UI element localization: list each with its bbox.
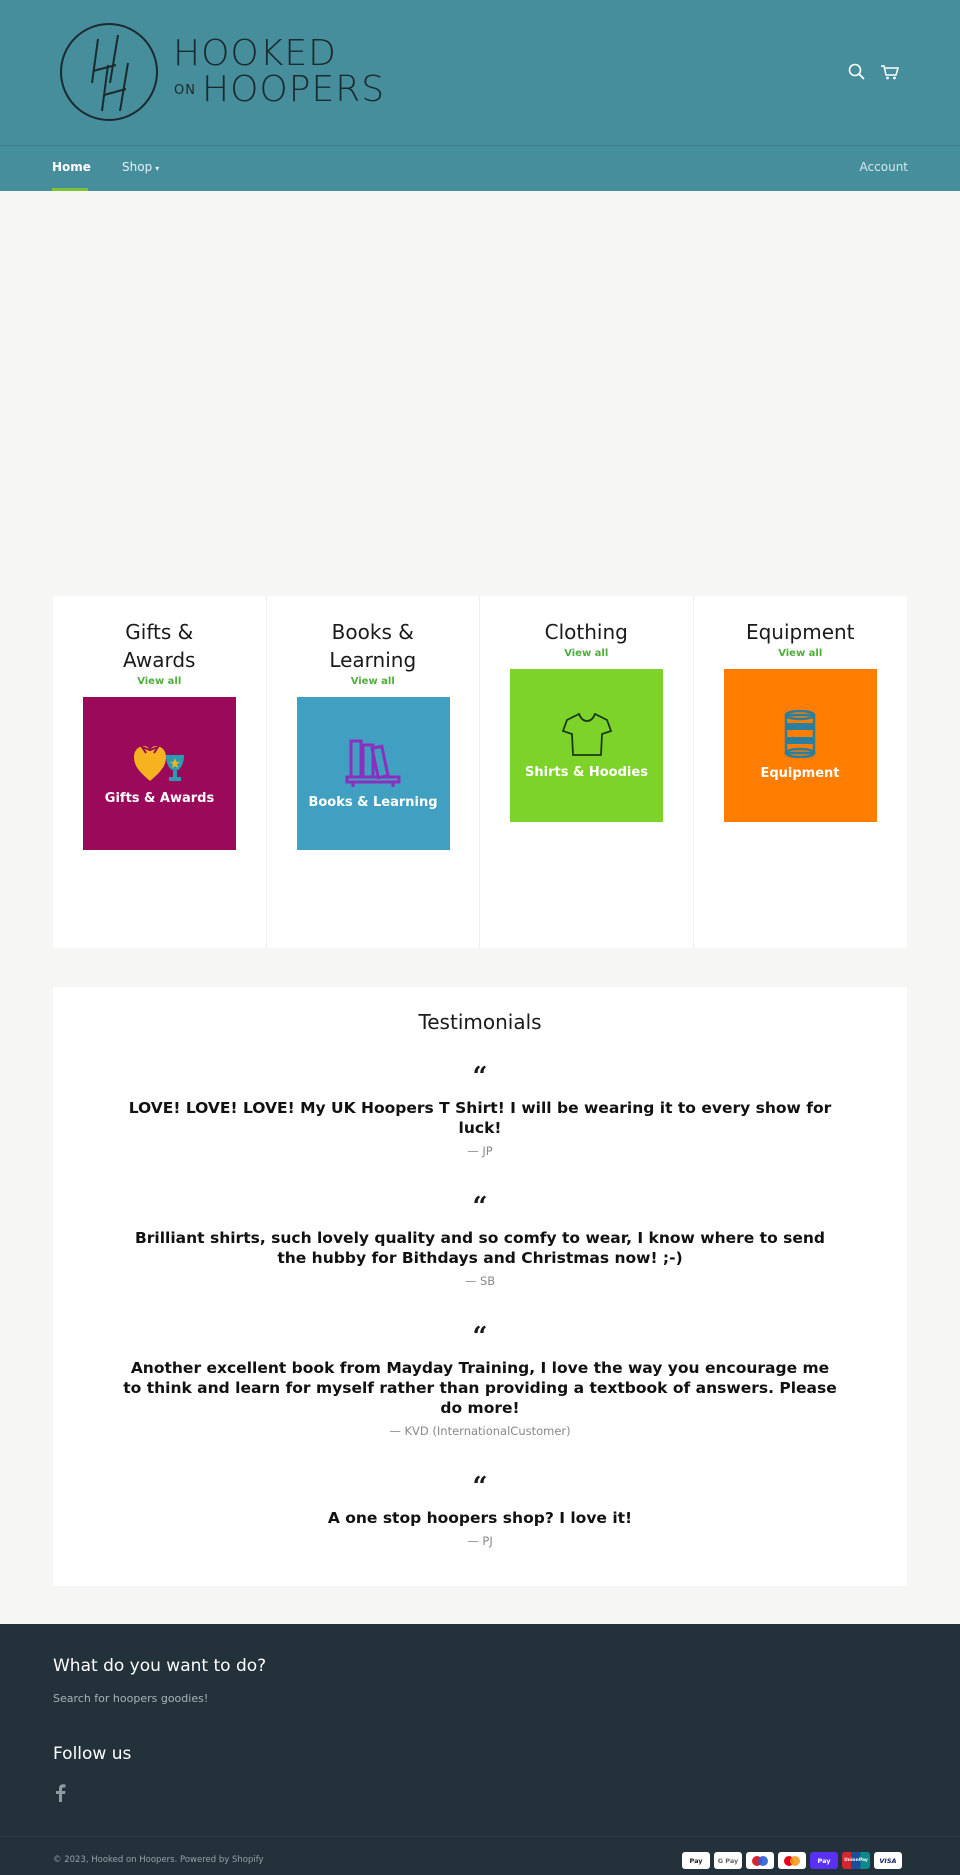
site-header: [0, 0, 960, 145]
search-icon[interactable]: [847, 62, 867, 82]
gift-trophy-icon: [132, 741, 188, 783]
testimonials-title: Testimonials: [418, 1010, 542, 1034]
collection-title[interactable]: Clothing: [544, 620, 628, 644]
unionpay-icon: [842, 1852, 870, 1869]
shop-pay-icon: [810, 1852, 838, 1869]
testimonial-item: [123, 1474, 837, 1548]
collection-image[interactable]: [510, 669, 663, 822]
collection-image[interactable]: [297, 697, 450, 850]
logo-monogram-circle: [60, 23, 158, 121]
collection-image-label: Shirts & Hoodies: [525, 765, 648, 780]
maestro-icon-mark: [750, 1855, 770, 1867]
nav-item-account[interactable]: Account: [859, 160, 908, 174]
view-all-link[interactable]: View all: [137, 676, 182, 687]
quote-icon: “: [472, 1192, 488, 1222]
google-pay-label: G Pay: [717, 1856, 739, 1865]
footer-divider: [0, 1836, 960, 1837]
footer-heading-follow: Follow us: [53, 1744, 132, 1764]
cart-icon[interactable]: [880, 62, 900, 82]
nav-shop-label: Shop: [122, 160, 153, 174]
collection-image-label: Equipment: [760, 766, 840, 781]
books-icon: [345, 737, 401, 787]
collection-clothing[interactable]: [480, 596, 694, 948]
testimonial-author: — KVD (InternationalCustomer): [389, 1424, 571, 1438]
chevron-down-icon: ▾: [155, 164, 160, 173]
collection-title[interactable]: Equipment: [745, 620, 855, 644]
testimonial-text: LOVE! LOVE! LOVE! My UK Hoopers T Shirt! I will be wearing it to every show for luck!: [128, 1099, 832, 1137]
testimonial-text: Brilliant shirts, such lovely quality and so comfy to wear, I know where to send the hubby for Bithdays and Christmas now! ;-): [134, 1229, 826, 1267]
collection-image-label: Books & Learning: [308, 795, 438, 810]
testimonial-item: [123, 1064, 837, 1158]
site-logo[interactable]: [60, 23, 390, 123]
shop-pay-label: Pay: [817, 1856, 831, 1865]
view-all-link[interactable]: View all: [564, 648, 609, 659]
mastercard-icon-mark: [782, 1855, 802, 1867]
logo-monogram: [62, 25, 160, 123]
visa-icon: [874, 1852, 902, 1869]
testimonial-author: — SB: [464, 1274, 496, 1288]
testimonial-author: — PJ: [467, 1534, 493, 1548]
collection-title[interactable]: Gifts & Awards: [123, 620, 196, 672]
quote-icon: “: [472, 1472, 488, 1502]
view-all-link[interactable]: View all: [778, 648, 823, 659]
google-pay-icon: [714, 1852, 742, 1869]
quote-icon: “: [472, 1322, 488, 1352]
collection-image-label: Gifts & Awards: [104, 791, 215, 806]
main-nav: [0, 145, 960, 191]
collection-books-learning[interactable]: [267, 596, 481, 948]
nav-active-indicator: [52, 188, 88, 191]
quote-icon: “: [472, 1062, 488, 1092]
testimonial-text: A one stop hoopers shop? I love it!: [327, 1509, 633, 1527]
testimonial-author: — JP: [467, 1144, 493, 1158]
testimonial-item: [123, 1194, 837, 1288]
logo-text-on: ON: [174, 83, 196, 98]
apple-pay-icon: [682, 1852, 710, 1869]
collection-gifts-awards[interactable]: [53, 596, 267, 948]
collection-image[interactable]: [83, 697, 236, 850]
footer-copyright: © 2023, Hooked on Hoopers. Powered by Shopify: [53, 1855, 264, 1865]
facebook-icon[interactable]: [53, 1784, 67, 1802]
view-all-link[interactable]: View all: [350, 676, 395, 687]
logo-text-hoopers: HOOPERS: [202, 69, 386, 110]
testimonial-text: Another excellent book from Mayday Training, I love the way you encourage me to think and learn for myself rather than providing a textbook of answers. Please do more!: [123, 1359, 837, 1417]
tshirt-icon: [562, 711, 612, 757]
mastercard-icon: [778, 1852, 806, 1869]
collection-grid: [53, 596, 907, 948]
barrel-icon: [783, 710, 817, 758]
maestro-icon: [746, 1852, 774, 1869]
nav-item-home[interactable]: Home: [52, 160, 91, 174]
nav-item-shop[interactable]: [122, 160, 159, 174]
visa-label: VISA: [879, 1856, 897, 1865]
collection-image[interactable]: [724, 669, 877, 822]
footer-heading-actions: What do you want to do?: [53, 1656, 267, 1676]
testimonials-section: [53, 987, 907, 1586]
footer-search-link[interactable]: Search for hoopers goodies!: [53, 1692, 209, 1705]
collection-title[interactable]: Books & Learning: [329, 620, 417, 672]
apple-pay-label: Pay: [689, 1856, 703, 1865]
testimonial-item: [123, 1324, 837, 1438]
unionpay-label: UnionPay: [844, 1858, 868, 1863]
logo-text-hooked: HOOKED: [173, 33, 337, 74]
collection-equipment[interactable]: [694, 596, 908, 948]
site-footer: [0, 1624, 960, 1875]
